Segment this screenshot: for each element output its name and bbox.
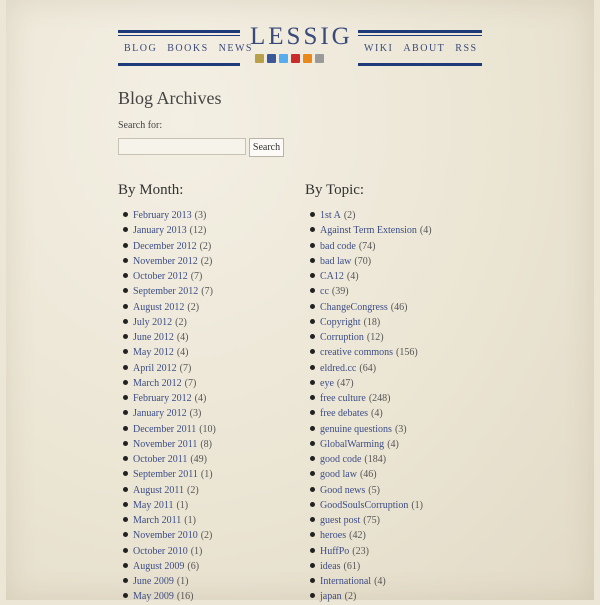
month-count: (2) — [187, 301, 200, 313]
month-item — [123, 513, 216, 528]
bullet-icon — [123, 304, 128, 309]
topic-item — [310, 574, 432, 589]
bullet-icon — [310, 593, 315, 598]
topic-item — [310, 223, 432, 238]
month-count: (1) — [190, 545, 203, 557]
bullet-icon — [310, 319, 315, 324]
topic-item — [310, 361, 432, 376]
topic-link[interactable]: bad law — [320, 255, 352, 267]
month-item — [123, 574, 216, 589]
topic-link[interactable]: CA12 — [320, 271, 344, 282]
month-count: (1) — [176, 576, 189, 587]
topic-count: (75) — [363, 515, 380, 526]
bullet-icon — [123, 258, 128, 263]
topic-count: (4) — [346, 271, 359, 282]
bullet-icon — [310, 304, 315, 309]
month-link[interactable]: March 2011 — [133, 515, 182, 526]
nav-blog[interactable]: BLOG — [124, 42, 158, 54]
topic-link[interactable]: heroes — [320, 530, 347, 542]
month-count: (2) — [200, 255, 213, 267]
month-link[interactable]: April 2012 — [133, 362, 177, 374]
bullet-icon — [310, 487, 315, 492]
month-count: (16) — [176, 591, 194, 603]
topic-item — [310, 345, 432, 360]
topic-item — [310, 315, 432, 330]
topic-item — [310, 284, 432, 299]
month-item — [123, 254, 216, 269]
topic-item — [310, 269, 432, 284]
month-item — [123, 330, 216, 345]
month-item — [123, 223, 216, 238]
topic-item — [310, 452, 432, 467]
topic-count: (39) — [331, 286, 349, 298]
bullet-icon — [310, 395, 315, 400]
month-count: (4) — [194, 393, 207, 404]
topic-item — [310, 239, 432, 254]
month-item — [123, 483, 216, 498]
topic-item — [310, 208, 432, 223]
month-count: (2) — [187, 484, 199, 496]
youtube-icon[interactable] — [291, 54, 300, 63]
topic-link[interactable]: japan — [320, 591, 342, 603]
bullet-icon — [123, 471, 128, 476]
bullet-icon — [310, 578, 315, 583]
topic-link[interactable]: guest post — [320, 515, 361, 526]
nav-books[interactable]: BOOKS — [167, 42, 209, 54]
month-count: (6) — [187, 560, 200, 572]
bullet-icon — [123, 395, 128, 400]
topic-item — [310, 437, 432, 452]
bullet-icon — [310, 273, 315, 278]
month-item — [123, 559, 216, 574]
month-link[interactable]: May 2012 — [133, 347, 174, 359]
month-link[interactable]: March 2012 — [133, 377, 182, 389]
bullet-icon — [123, 380, 128, 385]
month-count: (12) — [189, 225, 207, 237]
topic-link[interactable]: cc — [320, 286, 329, 298]
month-link[interactable]: September 2012 — [133, 286, 199, 298]
topic-count: (42) — [349, 530, 366, 542]
bullet-icon — [123, 578, 128, 583]
topic-count: (47) — [336, 377, 354, 389]
month-count: (49) — [190, 454, 208, 465]
nav-wiki[interactable]: WIKI — [364, 42, 394, 54]
month-item — [123, 208, 216, 223]
topic-item — [310, 528, 432, 543]
topic-item — [310, 498, 432, 513]
month-link[interactable]: May 2011 — [133, 499, 174, 511]
topic-link[interactable]: 1st A — [320, 210, 341, 221]
month-link[interactable]: February 2012 — [133, 393, 192, 404]
month-item — [123, 239, 216, 254]
month-item — [123, 391, 216, 406]
page-title: Blog Archives — [118, 88, 222, 108]
topic-item — [310, 544, 432, 559]
topic-list — [310, 208, 432, 605]
topic-link[interactable]: eldred.cc — [320, 362, 357, 374]
month-count: (7) — [190, 271, 203, 282]
topic-item — [310, 589, 432, 604]
bullet-icon — [310, 548, 315, 553]
month-item — [123, 589, 216, 604]
bullet-icon — [123, 212, 128, 217]
site-logo[interactable]: LESSIG — [250, 23, 353, 50]
nav-about[interactable]: ABOUT — [403, 42, 446, 54]
topic-count: (4) — [419, 225, 432, 237]
bullet-icon — [310, 243, 315, 248]
topic-link[interactable]: ideas — [320, 560, 341, 572]
topic-link[interactable]: GoodSoulsCorruption — [320, 499, 409, 511]
bullet-icon — [310, 441, 315, 446]
topic-count: (64) — [359, 362, 377, 374]
month-count: (1) — [200, 469, 213, 481]
month-count: (4) — [176, 347, 189, 359]
topic-link[interactable]: good law — [320, 469, 357, 481]
topic-count: (18) — [363, 316, 381, 328]
month-count: (7) — [184, 377, 197, 389]
nav-rss[interactable]: RSS — [455, 42, 478, 54]
topic-count: (23) — [352, 545, 369, 557]
month-link[interactable]: June 2012 — [133, 332, 174, 343]
bullet-icon — [310, 410, 315, 415]
topic-count: (70) — [354, 255, 372, 267]
bullet-icon — [310, 258, 315, 263]
nav-news[interactable]: NEWS — [218, 42, 253, 54]
bullet-icon — [123, 273, 128, 278]
bullet-icon — [123, 563, 128, 568]
bullet-icon — [123, 288, 128, 293]
bullet-icon — [123, 502, 128, 507]
topic-item — [310, 330, 432, 345]
topic-link[interactable]: ChangeCongress — [320, 301, 388, 313]
topic-link[interactable]: Good news — [320, 484, 366, 496]
month-link[interactable]: September 2011 — [133, 469, 198, 481]
by-month-title: By Month: — [118, 182, 184, 198]
month-link[interactable]: December 2011 — [133, 423, 197, 435]
topic-count: (2) — [343, 210, 356, 221]
topic-item — [310, 406, 432, 421]
topic-count: (184) — [364, 454, 387, 465]
topic-count: (5) — [368, 484, 380, 496]
topic-count: (4) — [387, 438, 399, 450]
topic-link[interactable]: Against Term Extension — [320, 225, 417, 237]
bullet-icon — [123, 319, 128, 324]
topic-count: (46) — [359, 469, 377, 481]
topic-count: (4) — [374, 576, 386, 587]
bullet-icon — [123, 456, 128, 461]
bullet-icon — [310, 502, 315, 507]
month-item — [123, 422, 216, 437]
month-count: (2) — [175, 316, 187, 328]
topic-count: (3) — [394, 423, 407, 435]
topic-item — [310, 391, 432, 406]
bullet-icon — [123, 593, 128, 598]
month-link[interactable]: July 2012 — [133, 316, 173, 328]
topic-link[interactable]: free culture — [320, 393, 366, 404]
month-link[interactable]: October 2010 — [133, 545, 188, 557]
month-count: (3) — [189, 408, 202, 420]
month-link[interactable]: January 2013 — [133, 225, 187, 237]
month-item — [123, 345, 216, 360]
bullet-icon — [123, 243, 128, 248]
month-count: (1) — [176, 499, 189, 511]
topic-count: (61) — [343, 560, 361, 572]
topic-count: (248) — [368, 393, 391, 404]
email-icon[interactable] — [315, 54, 324, 63]
bullet-icon — [310, 380, 315, 385]
facebook-icon[interactable] — [267, 54, 276, 63]
month-count: (10) — [199, 423, 216, 435]
nav-right — [358, 30, 482, 66]
topic-count: (74) — [358, 240, 376, 252]
topic-count: (4) — [371, 408, 383, 420]
nav-left — [118, 30, 253, 66]
topic-link[interactable]: free debates — [320, 408, 369, 420]
topic-link[interactable]: Corruption — [320, 332, 364, 343]
topic-link[interactable]: Copyright — [320, 316, 361, 328]
by-topic-title: By Topic: — [305, 182, 365, 198]
bullet-icon — [310, 288, 315, 293]
bullet-icon — [123, 410, 128, 415]
month-item — [123, 406, 216, 421]
month-link[interactable]: August 2012 — [133, 301, 185, 313]
bullet-icon — [123, 349, 128, 354]
month-link[interactable]: November 2011 — [133, 438, 198, 450]
month-item — [123, 452, 216, 467]
month-item — [123, 361, 216, 376]
bullet-icon — [123, 441, 128, 446]
podcast-icon[interactable] — [255, 54, 264, 63]
topic-item — [310, 513, 432, 528]
month-count: (3) — [194, 210, 207, 221]
month-link[interactable]: May 2009 — [133, 591, 174, 603]
bullet-icon — [123, 227, 128, 232]
social-icons — [255, 54, 324, 63]
month-item — [123, 467, 216, 482]
bullet-icon — [310, 426, 315, 431]
rss-icon[interactable] — [303, 54, 312, 63]
month-count: (7) — [201, 286, 213, 298]
search-input[interactable] — [118, 138, 246, 155]
bullet-icon — [310, 334, 315, 339]
search-button[interactable]: Search — [249, 138, 284, 157]
topic-item — [310, 483, 432, 498]
bullet-icon — [310, 227, 315, 232]
month-item — [123, 498, 216, 513]
topic-link[interactable]: International — [320, 576, 372, 587]
month-item — [123, 284, 216, 299]
bullet-icon — [123, 487, 128, 492]
month-link[interactable]: November 2012 — [133, 255, 198, 267]
bullet-icon — [123, 334, 128, 339]
month-item — [123, 528, 216, 543]
bullet-icon — [123, 532, 128, 537]
topic-link[interactable]: good code — [320, 454, 362, 465]
topic-link[interactable]: creative commons — [320, 347, 394, 359]
bullet-icon — [123, 548, 128, 553]
bullet-icon — [310, 365, 315, 370]
month-count: (2) — [199, 240, 212, 252]
topic-count: (2) — [344, 591, 357, 603]
topic-item — [310, 559, 432, 574]
topic-link[interactable]: HuffPo — [320, 545, 350, 557]
month-link[interactable]: October 2012 — [133, 271, 188, 282]
month-link[interactable]: November 2010 — [133, 530, 198, 542]
month-item — [123, 315, 216, 330]
month-count: (2) — [200, 530, 213, 542]
month-item — [123, 269, 216, 284]
page — [6, 0, 594, 603]
topic-count: (156) — [396, 347, 418, 359]
bullet-icon — [123, 365, 128, 370]
month-link[interactable]: February 2013 — [133, 210, 192, 221]
topic-item — [310, 376, 432, 391]
topic-item — [310, 254, 432, 269]
topic-link[interactable]: genuine questions — [320, 423, 392, 435]
month-count: (4) — [176, 332, 189, 343]
topic-item — [310, 300, 432, 315]
month-link[interactable]: December 2012 — [133, 240, 197, 252]
month-list — [123, 208, 216, 605]
month-link[interactable]: January 2012 — [133, 408, 187, 420]
topic-link[interactable]: bad code — [320, 240, 356, 252]
bullet-icon — [310, 212, 315, 217]
month-count: (7) — [179, 362, 192, 374]
month-item — [123, 437, 216, 452]
search-label: Search for: — [118, 120, 163, 131]
bullet-icon — [310, 456, 315, 461]
month-item — [123, 300, 216, 315]
month-count: (1) — [184, 515, 196, 526]
bullet-icon — [310, 563, 315, 568]
bullet-icon — [123, 426, 128, 431]
month-item — [123, 544, 216, 559]
topic-link[interactable]: GlobalWarming — [320, 438, 385, 450]
topic-link[interactable]: eye — [320, 377, 334, 389]
bullet-icon — [310, 517, 315, 522]
topic-count: (46) — [390, 301, 408, 313]
month-count: (8) — [200, 438, 213, 450]
bullet-icon — [310, 349, 315, 354]
bullet-icon — [310, 471, 315, 476]
month-link[interactable]: June 2009 — [133, 576, 174, 587]
month-link[interactable]: August 2009 — [133, 560, 185, 572]
month-item — [123, 376, 216, 391]
topic-item — [310, 422, 432, 437]
topic-count: (12) — [366, 332, 384, 343]
topic-count: (1) — [411, 499, 424, 511]
month-link[interactable]: August 2011 — [133, 484, 185, 496]
twitter-icon[interactable] — [279, 54, 288, 63]
bullet-icon — [123, 517, 128, 522]
topic-item — [310, 467, 432, 482]
month-link[interactable]: October 2011 — [133, 454, 188, 465]
bullet-icon — [310, 532, 315, 537]
